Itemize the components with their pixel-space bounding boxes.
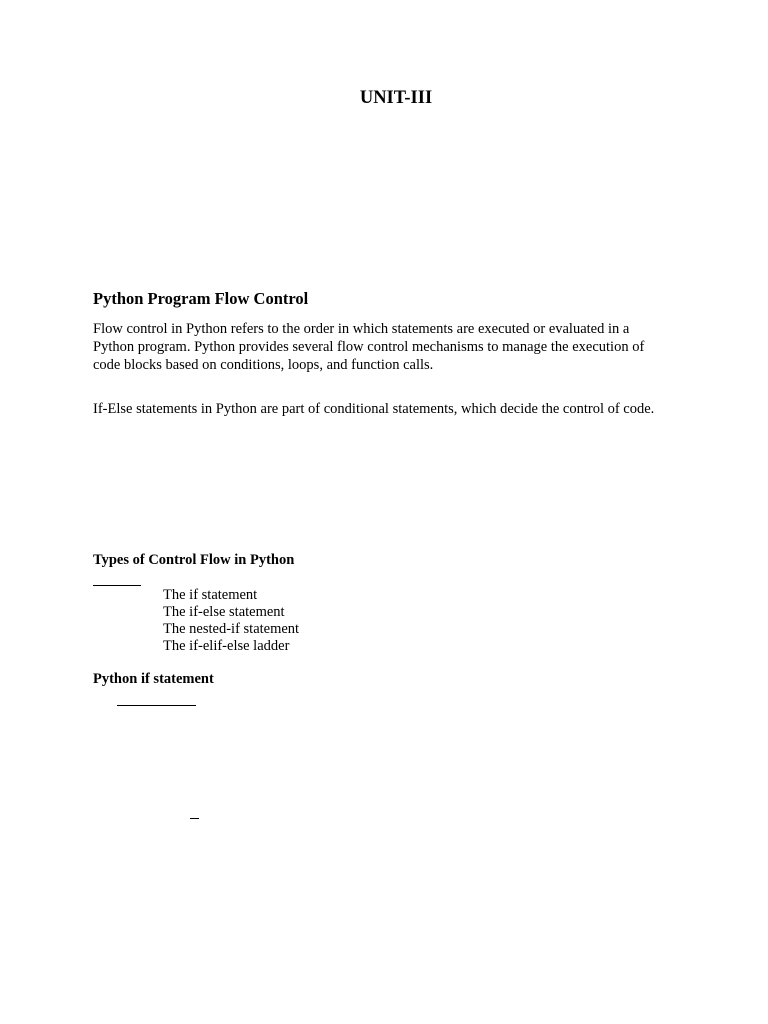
if-statement-heading: Python if statement [93, 671, 214, 687]
unit-title: UNIT-III [359, 88, 433, 108]
underline-rule [93, 585, 141, 586]
list-item: The if-else statement [163, 604, 285, 620]
paragraph-if-else: If-Else statements in Python are part of conditional statements, which decide the control of code. [93, 401, 655, 417]
types-list [163, 587, 299, 655]
list-item: The nested-if statement [163, 621, 300, 637]
list-item: The if-elif-else ladder [163, 638, 290, 654]
underline-rule [117, 705, 196, 706]
dash-mark [190, 818, 199, 819]
section-heading: Python Program Flow Control [93, 289, 309, 308]
types-heading: Types of Control Flow in Python [93, 552, 295, 568]
list-item: The if statement [163, 587, 258, 603]
paragraph-flow-control: Flow control in Python refers to the order in which statements are executed or evaluated in a Python program. Python provides several flow control mechanisms to manage the execution of code blocks based on conditions, loops, and function calls. [93, 321, 645, 373]
